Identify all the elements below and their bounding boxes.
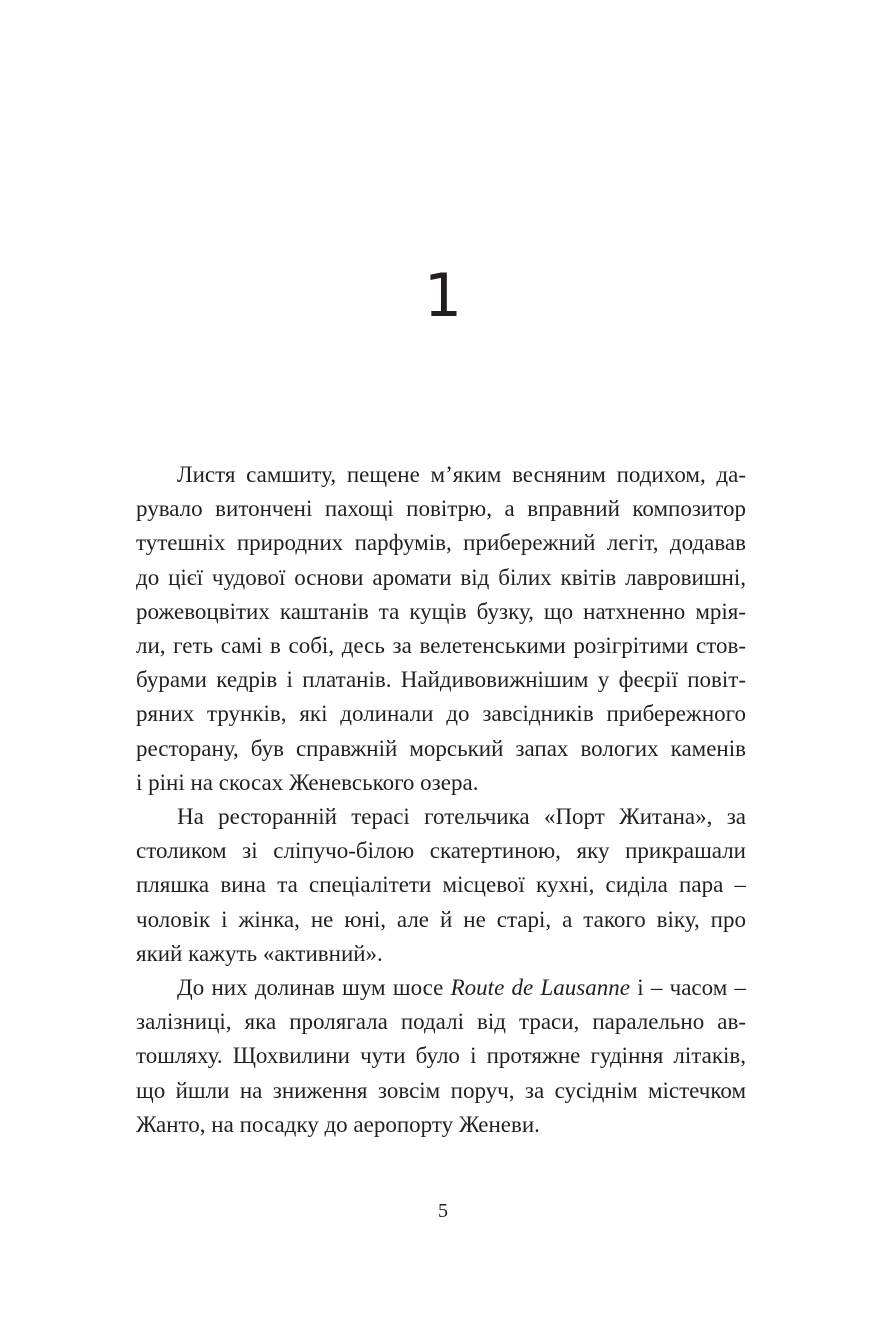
text-line: ли, геть самі в собі, десь за велетенськими розігрітими стов- <box>136 633 746 659</box>
text-line: тошляху. Щохвилини чути було і протяжне гудіння літаків, <box>136 1043 746 1069</box>
paragraph-1 <box>136 458 746 800</box>
text-line: і ріні на скосах Женевського озера. <box>136 769 479 795</box>
paragraph-2 <box>136 800 746 971</box>
text-line: тутешніх природних парфумів, прибережний легіт, додавав <box>136 530 746 556</box>
text-line: пляшка вина та спеціалітети місцевої кухні, сиділа пара – <box>136 872 746 898</box>
text-line: що йшли на зниження зовсім поруч, за сусіднім містечком <box>136 1077 746 1103</box>
text-line: На ресторанній терасі готельчика «Порт Житана», за <box>177 804 746 830</box>
text-line: чоловік і жінка, не юні, але й не старі, а такого віку, про <box>136 906 746 932</box>
paragraph-3 <box>136 971 746 1142</box>
text-line: рожевоцвітих каштанів та кущів бузку, що натхненно мрія- <box>136 598 746 624</box>
text-segment: і – часом – <box>629 975 747 1001</box>
page-number: 5 <box>438 1200 448 1222</box>
text-line: до цієї чудової основи аромати від білих квітів лавровишні, <box>136 564 746 590</box>
text-line: Жанто, на посадку до аеропорту Женеви. <box>136 1111 540 1137</box>
text-line: Листя самшиту, пещене м’яким весняним подихом, да- <box>177 462 746 487</box>
text-line: залізниці, яка пролягала подалі від траси, паралельно ав- <box>136 1009 746 1035</box>
text-line: рувало витончені пахощі повітрю, а вправний композитор <box>136 496 746 522</box>
chapter-body-text <box>136 458 746 1142</box>
chapter-number: 1 <box>423 261 463 331</box>
text-line: бурами кедрів і платанів. Найдивовижнішим у феєрії повіт- <box>136 667 746 693</box>
text-line: який кажуть «активний». <box>136 940 383 966</box>
text-line: ряних трунків, які долинали до завсідників прибережного <box>136 701 746 727</box>
road-name-italic: Route de Lausanne <box>450 975 630 1001</box>
text-line: ресторану, був справжній морський запах вологих каменів <box>136 735 746 761</box>
text-line <box>136 971 746 1005</box>
text-segment: До них долинав шум шосе <box>177 975 451 1001</box>
text-line: столиком зі сліпучо-білою скатертиною, яку прикрашали <box>136 838 746 864</box>
